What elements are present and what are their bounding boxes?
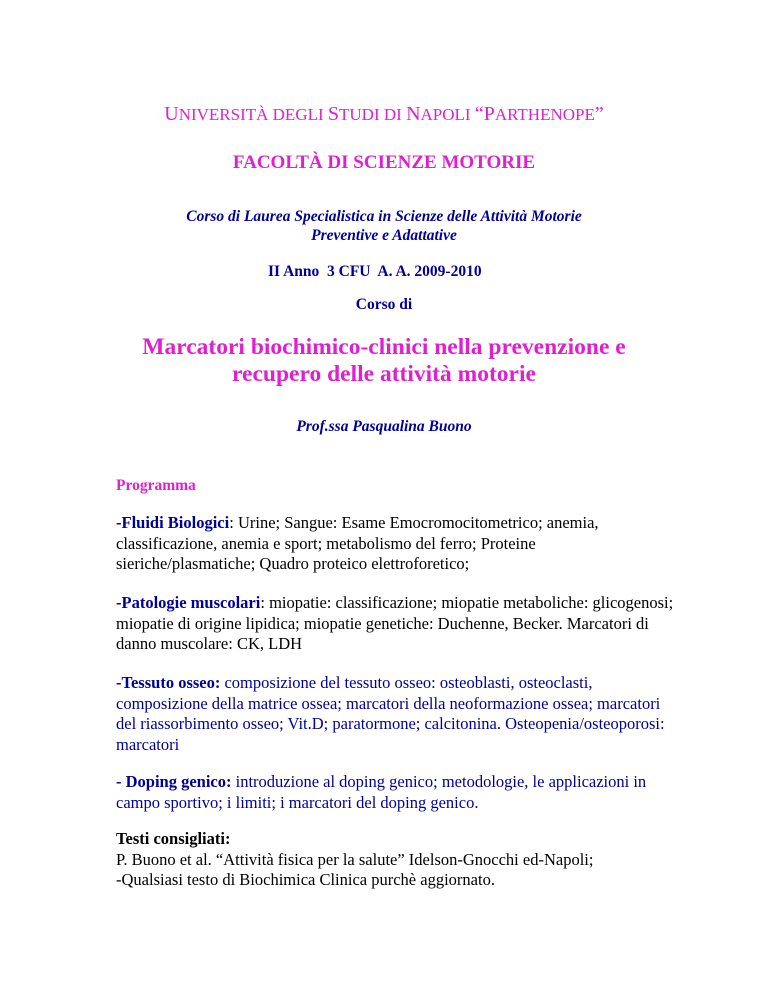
university-name-segment: APOLI xyxy=(420,105,475,124)
section-text: Urine; Sangue: Esame Emocromocitometrico; anemia, classificazione, anemia e sport; metabolismo del ferro; Proteine sieriche/plasmatiche; Quadro proteico elettroforetico; xyxy=(116,513,599,573)
section-lead: -Tessuto osseo: xyxy=(116,673,221,692)
section-sep: : xyxy=(260,593,270,612)
program-section-doping xyxy=(116,772,676,813)
program-section-bone xyxy=(116,673,676,755)
professor-name: Prof.ssa Pasqualina Buono xyxy=(296,418,472,435)
university-name-segment: TUDI DI xyxy=(339,105,407,124)
degree-line-1: Corso di Laurea Specialistica in Scienze delle Attività Motorie xyxy=(186,208,582,225)
course-of-label: Corso di xyxy=(355,296,413,313)
section-lead: - Doping genico: xyxy=(116,772,232,791)
section-text: miopatie: classificazione; miopatie metaboliche: glicogenosi; miopatie di origine lipidica; miopatie genetiche: Duchenne, Becker. Marcatori di danno muscolare: CK, LDH xyxy=(116,593,674,653)
program-heading: Programma xyxy=(116,477,196,494)
degree-program xyxy=(0,207,768,245)
university-name-segment: S xyxy=(327,103,340,125)
university-name-segment: ARTHENOPE xyxy=(494,105,595,124)
university-name-segment: “P xyxy=(474,103,495,125)
university-name-segment: U xyxy=(164,103,179,125)
reference-line-2: -Qualsiasi testo di Biochimica Clinica purchè aggiornato. xyxy=(116,870,495,889)
references-title: Testi consigliati: xyxy=(116,829,231,848)
course-title-line-2: recupero delle attività motorie xyxy=(232,361,536,387)
section-lead: -Patologie muscolari xyxy=(116,593,261,612)
course-title xyxy=(0,334,768,388)
university-name-segment: NIVERSITÀ DEGLI xyxy=(178,105,328,124)
university-name-segment: N xyxy=(406,103,421,125)
degree-line-2: Preventive e Adattative xyxy=(311,227,457,244)
section-text: introduzione al doping genico; metodologie, le applicazioni in campo sportivo; i limiti; i marcatori del doping genico. xyxy=(116,772,647,812)
section-lead: -Fluidi Biologici xyxy=(116,513,230,532)
university-name-segment: ” xyxy=(594,103,604,125)
year-credits-info: II Anno 3 CFU A. A. 2009-2010 xyxy=(268,263,482,280)
section-sep: : xyxy=(229,513,238,532)
course-title-line-1: Marcatori biochimico-clinici nella prevenzione e xyxy=(142,334,626,360)
university-name xyxy=(0,103,768,126)
references xyxy=(116,829,676,891)
faculty-name: FACOLTÀ DI SCIENZE MOTORIE xyxy=(232,152,536,173)
section-text: composizione del tessuto osseo: osteoblasti, osteoclasti, composizione della matrice ossea; marcatori della neoformazione ossea; marcatori del riassorbimento osseo; Vit.D; paratormone; calcitonina. Osteopenia/osteoporosi: marcatori xyxy=(116,673,665,754)
program-section-muscles xyxy=(116,593,676,655)
reference-line-1: P. Buono et al. “Attività fisica per la salute” Idelson-Gnocchi ed-Napoli; xyxy=(116,849,594,869)
program-section-fluids xyxy=(116,513,676,575)
